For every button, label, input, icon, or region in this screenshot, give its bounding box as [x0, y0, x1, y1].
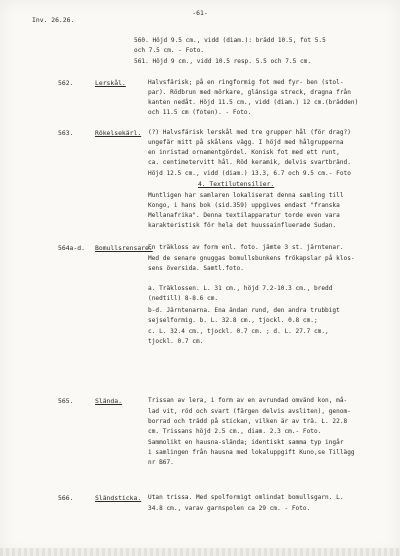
entry-line: och 11.5 cm (foten). - Foto. — [148, 109, 252, 116]
entry-line: Sammolikt en hausna-slända; identiskt samma typ ingår — [148, 439, 344, 446]
entry-line: Höjd 12.5 cm., vidd (diam.) 13.3, 6.7 och 9.5 cm.- Foto — [148, 170, 351, 177]
entry-number: 565. — [58, 397, 74, 405]
section-heading: 4. Textilutensilier. — [198, 181, 275, 188]
entry-line: Halvsfärisk; på en ringformig fot med fyr- ben (stol- — [148, 79, 344, 86]
entry-line: Trissan av lera, i form av en avrundad omvänd kon, må- — [148, 397, 348, 404]
entry-line: par). Rödbrun med mörkare, glänsiga streck, dragna från — [148, 89, 351, 96]
entry-line: i samlingen från hausna med lokaluppgift Kuno,se Tillägg — [148, 449, 355, 456]
entry-name: Bomullsrensare. — [95, 244, 153, 252]
section-line: karakteristisk för hela det huussainfluerade Sudan. — [148, 222, 337, 229]
entry-line: Utan trissa. Med spolformigt omlindat bomullsgarn. L. — [148, 494, 344, 501]
scan-edge — [0, 548, 400, 556]
entry-line: Med de senare gnuggas bomullsbunkens frökapslar på klos- — [148, 255, 355, 262]
section-line: Mellanafrika". Denna textilapparatur torde even vara — [148, 212, 340, 219]
entry-name: Rökelsekärl. — [95, 129, 142, 137]
entry-line: En träkloss av form enl. foto. jämte 3 st. järntenar. — [148, 244, 344, 251]
entry-line: ca. centimetervitt hål. Röd keramik, delvis svartbränd. — [148, 159, 351, 166]
entry-line: sens översida. Samtl.foto. — [148, 265, 244, 272]
entry-line: lad vit, röd och svart (färgen delvis avsliten), genom- — [148, 408, 351, 415]
entry-line: och 7.5 cm. - Foto. — [134, 47, 205, 54]
entry-line: sejselformig. b. L. 32.8 cm., tjockl. 0.8 cm.; — [148, 317, 318, 324]
entry-line: (nedtill) 8-8.6 cm. — [148, 295, 219, 302]
entry-number: 564a-d. — [58, 244, 85, 252]
inventory-number: Inv. 26.26. — [32, 16, 75, 24]
entry-line: a. Träklossen. L. 31 cm., höjd 7.2-10.3 cm., bredd — [148, 285, 333, 292]
entry-number: 563. — [58, 129, 74, 137]
entry-line: borrad och trädd på stickan, vilken är av trä. L. 22.8 — [148, 418, 348, 425]
page-number: -61- — [192, 9, 208, 17]
entry-line: ungefär mitt på skålens vägg. I höjd med hålgrupperna — [148, 139, 344, 146]
entry-line: 561. Höjd 9 cm., vidd 10.5 resp. 5.5 och 7.5 cm. — [134, 58, 312, 65]
entry-line: (?) Halvsfärisk lerskål med tre grupper hål (för drag?) — [148, 129, 351, 136]
entry-name: Sländsticka. — [95, 494, 142, 502]
entry-number: 566. — [58, 494, 74, 502]
entry-line: 560. Höjd 9.5 cm., vidd (diam.): brädd 10.5, fot 5.5 — [134, 37, 326, 44]
entry-line: c. L. 32.4 cm., tjockl. 0.7 cm. ; d. L. 27.7 cm., — [148, 328, 329, 335]
entry-line: tjockl. 0.7 cm. — [148, 338, 204, 345]
entry-line: en inristad ornamentgördel. Konisk fot med ett runt, — [148, 149, 340, 156]
entry-number: 562. — [58, 79, 74, 87]
entry-line: b-d. Järntenarna. Ena ändan rund, den andra trubbigt — [148, 307, 340, 314]
section-line: Kongo, i hans bok (sid.359) uppgives endast "franska — [148, 202, 340, 209]
entry-name: Lerskål. — [95, 79, 126, 87]
section-line: Muntligen har samlaren lokaliserat denna samling till — [148, 192, 344, 199]
entry-line: cm. Trissans höjd 2.5 cm., diam. 2.3 cm.- Foto. — [148, 428, 322, 435]
entry-name: Slända. — [95, 397, 122, 405]
entry-line: nr B67. — [148, 459, 174, 466]
entry-line: kanten nedåt. Höjd 11.5 cm., vidd (diam.) 12 cm.(brädden) — [148, 99, 359, 106]
entry-line: 34.8 cm., varav garnspolen ca 29 cm. - Foto. — [148, 505, 311, 512]
